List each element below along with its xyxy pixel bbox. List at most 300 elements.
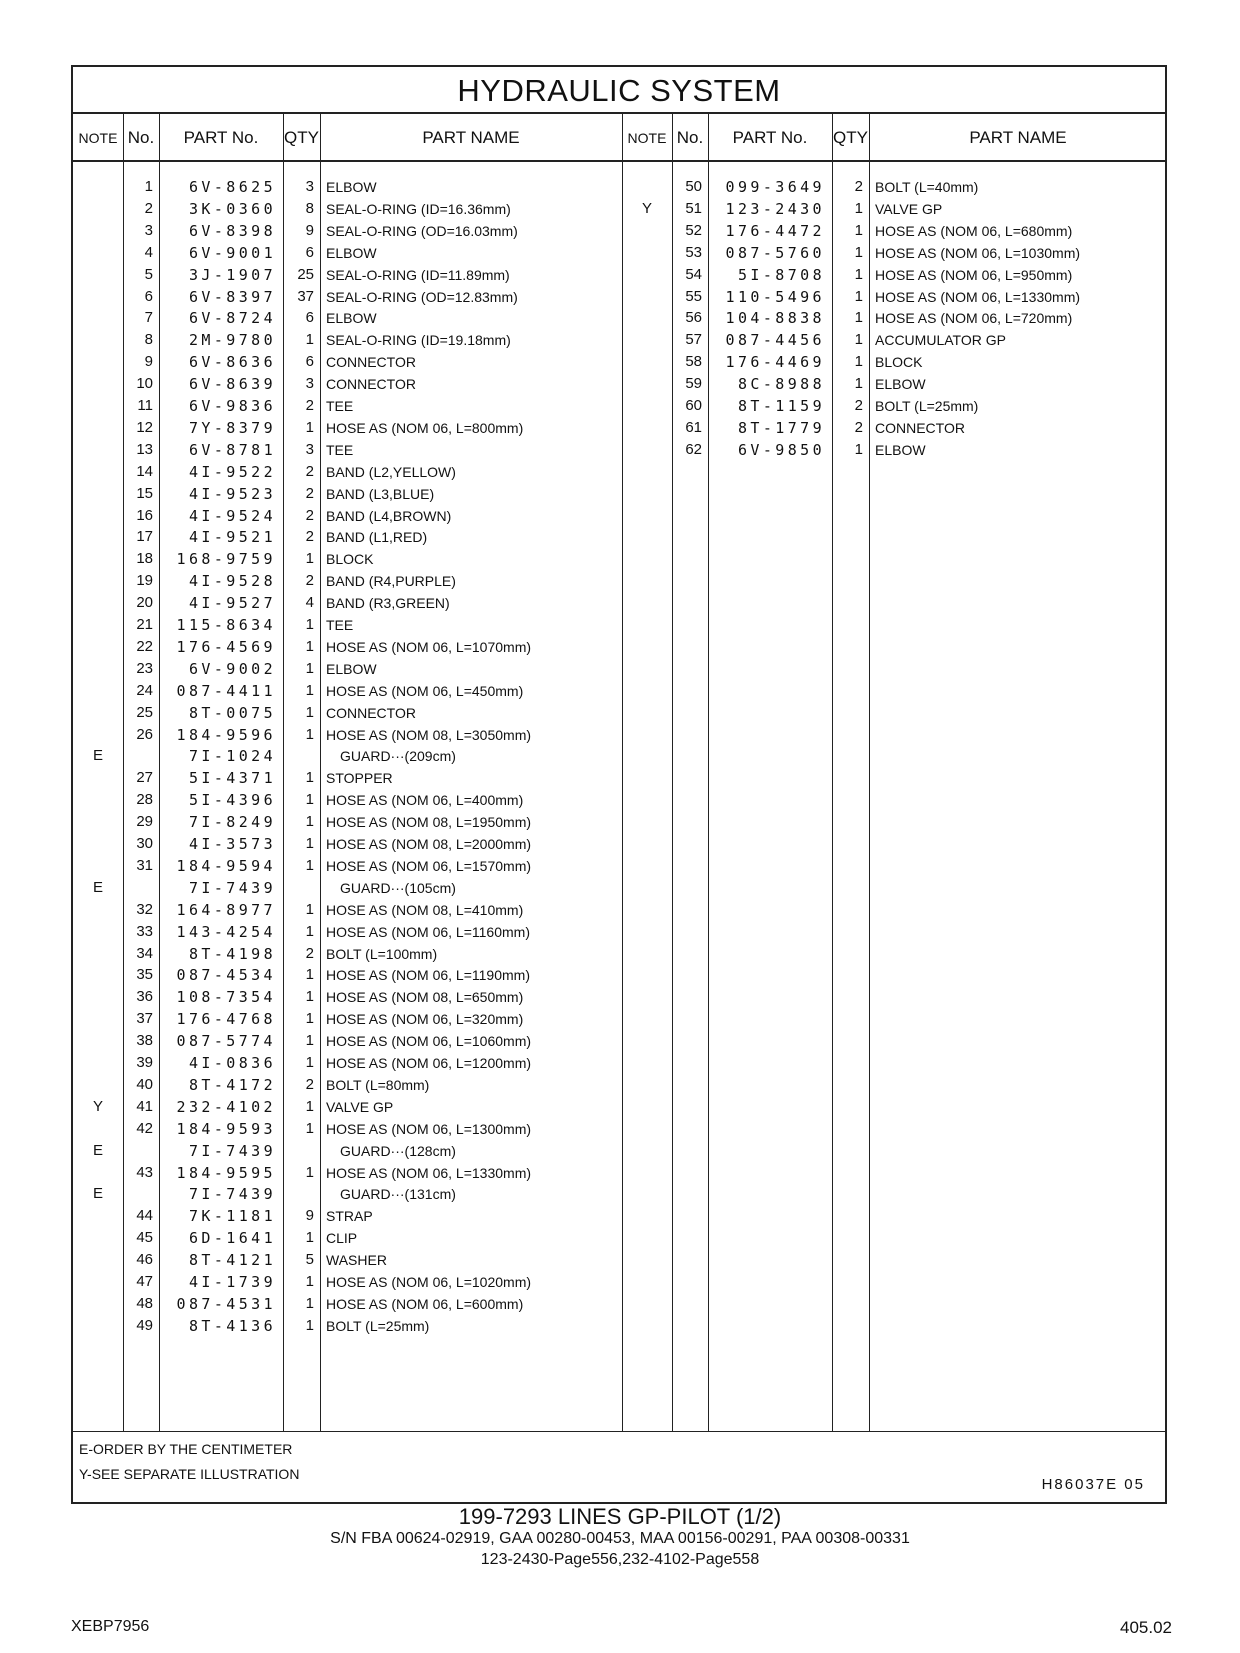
row-number: 18: [136, 550, 153, 568]
row-quantity: 1: [854, 265, 863, 283]
row-part-number: 6V-9836: [188, 397, 276, 415]
row-quantity: 2: [854, 178, 863, 195]
row-number: 21: [136, 616, 153, 633]
row-note: [73, 461, 123, 483]
row-note: [73, 789, 123, 811]
table-row: [73, 373, 1165, 395]
row-note: [73, 505, 123, 527]
row-part-number: 8C-8988: [737, 375, 825, 394]
row-number: 27: [136, 769, 153, 787]
row-number: 20: [136, 594, 153, 612]
row-number: 31: [136, 856, 153, 874]
row-number: 54: [685, 265, 702, 283]
row-number: [123, 877, 153, 899]
row-note: [622, 264, 672, 286]
row-quantity: 1: [305, 1273, 314, 1290]
row-quantity: 1: [305, 331, 314, 349]
row-part-number: 4I-9527: [188, 594, 276, 613]
row-note: [73, 767, 123, 789]
row-part-number: 184-9594: [176, 856, 276, 875]
drawing-code: H86037E 05: [1041, 1476, 1145, 1493]
row-part-number: 115-8634: [176, 616, 276, 634]
section-title: HYDRAULIC SYSTEM: [73, 67, 1165, 114]
row-quantity: 1: [305, 1032, 314, 1050]
row-part-number: 7I-7439: [188, 878, 276, 897]
row-part-name: HOSE AS (NOM 06, L=950mm): [875, 266, 1073, 283]
row-number: 39: [136, 1054, 153, 1071]
row-quantity: 1: [305, 835, 314, 852]
row-note: [73, 636, 123, 658]
table-row: [73, 1205, 1165, 1227]
row-part-name: CLIP: [326, 1230, 358, 1247]
row-part-number: 6V-8625: [188, 178, 276, 196]
table-row: [73, 592, 1165, 614]
row-number: 12: [136, 418, 153, 436]
row-number: [123, 1183, 153, 1205]
row-note: [622, 395, 672, 417]
row-number: 62: [685, 440, 702, 458]
row-number: 19: [136, 572, 153, 590]
row-note: Y: [92, 1097, 103, 1115]
row-part-name: BOLT (L=25mm): [326, 1317, 430, 1334]
table-row: [73, 877, 1165, 899]
row-quantity: 2: [305, 572, 314, 590]
row-quantity: 1: [854, 375, 863, 393]
row-part-name: TEE: [326, 441, 354, 458]
row-note: [622, 307, 672, 329]
row-quantity: 1: [305, 681, 314, 699]
row-part-name: HOSE AS (NOM 06, L=800mm): [326, 419, 524, 436]
row-part-number: 4I-9523: [188, 484, 276, 503]
table-row: [73, 351, 1165, 373]
row-part-number: 4I-9528: [188, 572, 276, 591]
row-number: 56: [685, 309, 702, 327]
row-note: [73, 1315, 123, 1337]
row-part-number: 5I-4371: [188, 769, 276, 788]
row-part-name: HOSE AS (NOM 06, L=1160mm): [326, 923, 530, 940]
row-note: [73, 1008, 123, 1030]
table-row: [73, 505, 1165, 527]
row-part-name: BAND (L1,RED): [326, 529, 428, 546]
row-quantity: 1: [305, 659, 314, 677]
table-row: [73, 964, 1165, 986]
row-number: 9: [144, 353, 153, 371]
row-note: [73, 680, 123, 702]
header-partname-right: PART NAME: [969, 128, 1067, 147]
row-part-name: GUARD···(209cm): [340, 748, 456, 765]
table-row: [73, 702, 1165, 724]
row-part-number: 176-4472: [725, 221, 825, 240]
row-number: 2: [144, 199, 153, 217]
row-part-name: HOSE AS (NOM 08, L=1950mm): [326, 814, 532, 831]
row-part-number: 7I-1024: [188, 747, 276, 766]
row-part-number: 7I-7439: [188, 1141, 276, 1160]
row-quantity: 1: [305, 703, 314, 721]
row-quantity: 4: [305, 594, 314, 612]
table-row: [73, 1227, 1165, 1249]
table-row: [73, 570, 1165, 592]
table-row: [73, 176, 1165, 198]
row-part-number: 6V-9001: [188, 243, 276, 262]
row-note: [73, 1205, 123, 1227]
row-note: [73, 833, 123, 855]
row-part-name: HOSE AS (NOM 06, L=320mm): [326, 1011, 524, 1028]
row-note: [73, 1052, 123, 1074]
row-quantity: 1: [305, 769, 314, 787]
row-part-name: VALVE GP: [326, 1098, 394, 1115]
row-quantity: 1: [305, 1119, 314, 1137]
row-quantity: 1: [854, 243, 863, 261]
row-quantity: 1: [305, 1163, 314, 1181]
table-row: [73, 220, 1165, 242]
row-note: [73, 1030, 123, 1052]
header-partno-left: PART No.: [183, 128, 259, 147]
row-part-number: 164-8977: [176, 900, 276, 919]
row-part-number: 110-5496: [725, 287, 825, 306]
row-part-name: HOSE AS (NOM 06, L=1030mm): [875, 244, 1081, 261]
row-number: 57: [685, 331, 702, 349]
row-part-name: BOLT (L=100mm): [326, 945, 438, 962]
row-quantity: 2: [305, 506, 314, 524]
table-row: [73, 307, 1165, 329]
row-part-number: 6V-8724: [188, 309, 276, 328]
row-quantity: 9: [305, 1207, 314, 1225]
table-row: [73, 198, 1165, 220]
row-quantity: 1: [854, 199, 863, 217]
row-part-name: WASHER: [326, 1252, 387, 1269]
row-part-number: 6V-8636: [188, 353, 276, 372]
row-number: 26: [136, 725, 153, 743]
table-row: [73, 789, 1165, 811]
row-quantity: 3: [305, 375, 314, 393]
row-quantity: 6: [305, 309, 314, 327]
row-part-number: 8T-4121: [188, 1251, 276, 1270]
table-row: [73, 417, 1165, 439]
row-note: [73, 1074, 123, 1096]
table-row: [73, 1052, 1165, 1074]
table-row: [73, 899, 1165, 921]
row-quantity: 1: [305, 1294, 314, 1312]
row-note: [73, 702, 123, 724]
row-part-number: 176-4469: [725, 353, 825, 372]
row-number: [123, 745, 153, 767]
row-quantity: 1: [854, 353, 863, 371]
row-quantity: 8: [305, 199, 314, 217]
row-note: E: [92, 1185, 103, 1203]
table-row: [73, 1271, 1165, 1293]
row-quantity: 9: [305, 221, 314, 239]
row-quantity: 2: [305, 528, 314, 546]
row-note: [73, 1249, 123, 1271]
row-number: 17: [136, 528, 153, 546]
row-quantity: 1: [305, 856, 314, 874]
table-row: [73, 745, 1165, 767]
row-number: 10: [136, 375, 153, 393]
row-number: 38: [136, 1032, 153, 1050]
row-part-name: HOSE AS (NOM 08, L=2000mm): [326, 836, 532, 852]
row-part-name: SEAL-O-RING (ID=11.89mm): [326, 266, 510, 283]
row-part-name: HOSE AS (NOM 06, L=1060mm): [326, 1033, 532, 1050]
row-note: [73, 614, 123, 636]
row-note: [622, 242, 672, 264]
row-quantity: [283, 1140, 314, 1162]
row-number: 43: [136, 1163, 153, 1181]
row-part-name: SEAL-O-RING (ID=19.18mm): [326, 332, 511, 349]
row-part-name: ELBOW: [326, 179, 377, 195]
row-note: [622, 439, 672, 461]
row-note: [73, 943, 123, 965]
table-row: [73, 811, 1165, 833]
header-qty-right: QTY: [833, 128, 868, 147]
table-row: [73, 1074, 1165, 1096]
row-quantity: 1: [305, 1229, 314, 1247]
row-part-number: 4I-9524: [188, 506, 276, 525]
row-part-number: 4I-9521: [188, 528, 276, 547]
row-note: [73, 899, 123, 921]
caption-references: 123-2430-Page556,232-4102-Page558: [480, 1551, 760, 1568]
row-part-number: 087-4534: [176, 966, 276, 985]
row-part-number: 4I-0836: [188, 1054, 276, 1072]
row-part-number: 2M-9780: [188, 331, 276, 350]
row-quantity: 6: [305, 243, 314, 261]
row-quantity: 1: [305, 616, 314, 633]
row-quantity: 1: [305, 1316, 314, 1334]
row-part-name: ELBOW: [326, 660, 377, 677]
row-part-name: HOSE AS (NOM 06, L=680mm): [875, 222, 1073, 239]
row-number: 49: [136, 1316, 153, 1334]
row-part-number: 4I-9522: [188, 462, 276, 481]
row-quantity: 2: [305, 462, 314, 480]
row-part-number: 4I-1739: [188, 1273, 276, 1291]
row-number: 52: [685, 221, 702, 239]
row-number: 4: [144, 243, 153, 261]
table-row: [73, 242, 1165, 264]
header-partname-left: PART NAME: [422, 128, 520, 147]
row-part-number: 8T-0075: [188, 703, 276, 722]
row-part-name: TEE: [326, 398, 354, 414]
row-number: 7: [144, 309, 153, 327]
row-note: E: [92, 878, 103, 896]
table-row: [73, 1008, 1165, 1030]
parts-table-frame: [71, 65, 1167, 1504]
row-part-number: 7I-7439: [188, 1185, 276, 1204]
row-part-name: CONNECTOR: [326, 354, 416, 371]
row-number: 35: [136, 966, 153, 984]
table-row: [73, 767, 1165, 789]
row-part-number: 7Y-8379: [188, 418, 276, 437]
row-note: [73, 921, 123, 943]
row-number: 8: [144, 331, 153, 349]
row-quantity: 1: [305, 1010, 314, 1028]
row-part-number: 104-8838: [725, 309, 825, 328]
row-number: 61: [685, 418, 702, 436]
row-part-name: BOLT (L=25mm): [875, 398, 979, 414]
row-part-name: HOSE AS (NOM 06, L=1200mm): [326, 1055, 532, 1071]
row-part-number: 184-9595: [176, 1163, 276, 1182]
header-qty-left: QTY: [284, 128, 319, 147]
row-note: [73, 526, 123, 548]
row-part-name: HOSE AS (NOM 06, L=1070mm): [326, 638, 532, 655]
row-part-number: 8T-4198: [188, 944, 276, 963]
row-quantity: 1: [305, 1097, 314, 1115]
row-number: 36: [136, 988, 153, 1006]
row-number: 5: [144, 265, 153, 283]
row-note: [73, 548, 123, 570]
row-part-name: ELBOW: [875, 441, 926, 458]
row-quantity: 1: [854, 440, 863, 458]
row-part-name: ELBOW: [326, 244, 377, 261]
row-part-name: GUARD···(105cm): [340, 879, 456, 896]
table-row: [73, 1293, 1165, 1315]
row-note: [73, 964, 123, 986]
row-quantity: 1: [305, 966, 314, 984]
row-note: [73, 1271, 123, 1293]
row-quantity: 1: [305, 550, 314, 568]
row-number: 24: [136, 681, 153, 699]
row-part-number: 6V-8397: [188, 287, 276, 306]
table-row: [73, 395, 1165, 417]
row-note: E: [92, 747, 103, 765]
row-number: 41: [136, 1097, 153, 1115]
row-quantity: [283, 745, 314, 767]
row-part-name: HOSE AS (NOM 06, L=1330mm): [875, 288, 1081, 305]
row-part-number: 087-5760: [725, 243, 825, 262]
row-quantity: 25: [297, 265, 314, 283]
row-part-name: HOSE AS (NOM 08, L=410mm): [326, 901, 524, 918]
row-quantity: 37: [297, 287, 314, 305]
row-part-name: HOSE AS (NOM 06, L=1300mm): [326, 1120, 532, 1137]
row-part-number: 184-9596: [176, 725, 276, 744]
row-part-number: 8T-1779: [737, 418, 825, 437]
row-part-name: BOLT (L=80mm): [326, 1076, 430, 1093]
row-part-name: HOSE AS (NOM 08, L=3050mm): [326, 726, 532, 743]
row-note: [622, 351, 672, 373]
caption-serials: S/N FBA 00624-02919, GAA 00280-00453, MAA 00156-00291, PAA 00308-00331: [330, 1530, 910, 1547]
document-id: XEBP7956: [71, 1618, 150, 1635]
row-quantity: 2: [854, 418, 863, 436]
row-part-name: ELBOW: [326, 310, 377, 327]
table-row: [73, 724, 1165, 746]
row-part-name: SEAL-O-RING (OD=12.83mm): [326, 288, 518, 305]
row-number: 50: [685, 178, 702, 195]
row-quantity: 3: [305, 440, 314, 458]
row-number: 47: [136, 1273, 153, 1290]
row-note: [622, 176, 672, 198]
row-number: 22: [136, 637, 153, 655]
row-note: [622, 286, 672, 308]
table-row: [73, 1096, 1165, 1118]
table-header: [73, 114, 1165, 162]
row-note: [622, 417, 672, 439]
row-note: [73, 855, 123, 877]
row-number: 51: [685, 199, 702, 217]
header-note-left: NOTE: [78, 130, 118, 146]
row-number: 11: [137, 397, 153, 414]
table-row: [73, 1315, 1165, 1337]
page-number: 405.02: [1120, 1618, 1172, 1637]
row-part-number: 168-9759: [176, 550, 276, 569]
row-number: 45: [136, 1229, 153, 1247]
table-row: [73, 483, 1165, 505]
table-row: [73, 548, 1165, 570]
footer-divider: [73, 1431, 1165, 1432]
row-quantity: 2: [305, 484, 314, 502]
row-part-number: 7I-8249: [188, 813, 276, 832]
table-row: [73, 286, 1165, 308]
row-part-number: 232-4102: [176, 1097, 276, 1116]
table-row: [73, 1249, 1165, 1271]
row-part-number: 087-4531: [176, 1294, 276, 1313]
table-row: [73, 943, 1165, 965]
row-part-name: CONNECTOR: [326, 704, 416, 721]
table-row: [73, 658, 1165, 680]
row-note: [73, 1162, 123, 1184]
table-row: [73, 1162, 1165, 1184]
table-row: [73, 833, 1165, 855]
row-quantity: 5: [305, 1251, 314, 1269]
row-part-number: 6V-8781: [188, 440, 276, 459]
row-part-number: 8T-4136: [188, 1316, 276, 1335]
row-note: [73, 658, 123, 680]
header-no-right: No.: [676, 128, 704, 147]
row-quantity: 1: [305, 988, 314, 1006]
row-part-number: 3K-0360: [188, 199, 276, 218]
row-part-name: BAND (R4,PURPLE): [326, 573, 456, 590]
row-quantity: [283, 877, 314, 899]
row-note: [73, 986, 123, 1008]
row-part-name: SEAL-O-RING (ID=16.36mm): [326, 200, 511, 217]
row-quantity: 1: [305, 791, 314, 809]
row-part-number: 4I-3573: [188, 835, 276, 853]
row-part-number: 087-4456: [725, 331, 825, 350]
row-note: [73, 811, 123, 833]
table-row: [73, 439, 1165, 461]
row-part-number: 6V-8639: [188, 375, 276, 394]
row-part-number: 6V-9850: [737, 440, 825, 459]
row-number: 59: [685, 375, 702, 393]
row-quantity: 1: [854, 221, 863, 239]
row-part-number: 6D-1641: [188, 1229, 276, 1248]
row-part-number: 7K-1181: [188, 1207, 276, 1226]
row-quantity: 2: [854, 397, 863, 414]
row-number: 14: [136, 462, 153, 480]
caption-title: 199-7293 LINES GP-PILOT (1/2): [458, 1504, 782, 1529]
header-no-left: No.: [127, 128, 155, 147]
row-quantity: 1: [305, 900, 314, 918]
row-quantity: 2: [305, 1075, 314, 1093]
row-part-name: SEAL-O-RING (OD=16.03mm): [326, 222, 518, 239]
row-quantity: 1: [305, 725, 314, 743]
table-row: [73, 461, 1165, 483]
row-part-name: GUARD···(131cm): [340, 1186, 456, 1203]
row-number: 53: [685, 243, 702, 261]
row-number: 6: [144, 287, 153, 305]
row-number: 29: [136, 813, 153, 831]
row-number: 55: [685, 287, 702, 305]
row-part-name: BOLT (L=40mm): [875, 179, 979, 195]
row-part-name: CONNECTOR: [326, 376, 416, 393]
row-note: [73, 724, 123, 746]
row-number: 23: [136, 659, 153, 677]
row-number: 32: [136, 900, 153, 918]
row-part-name: STRAP: [326, 1208, 373, 1225]
row-quantity: 2: [305, 397, 314, 414]
row-part-name: HOSE AS (NOM 06, L=720mm): [875, 310, 1073, 327]
row-number: 48: [136, 1294, 153, 1312]
row-note: [73, 570, 123, 592]
row-part-number: 6V-9002: [188, 659, 276, 678]
row-part-name: HOSE AS (NOM 06, L=1020mm): [326, 1274, 532, 1290]
